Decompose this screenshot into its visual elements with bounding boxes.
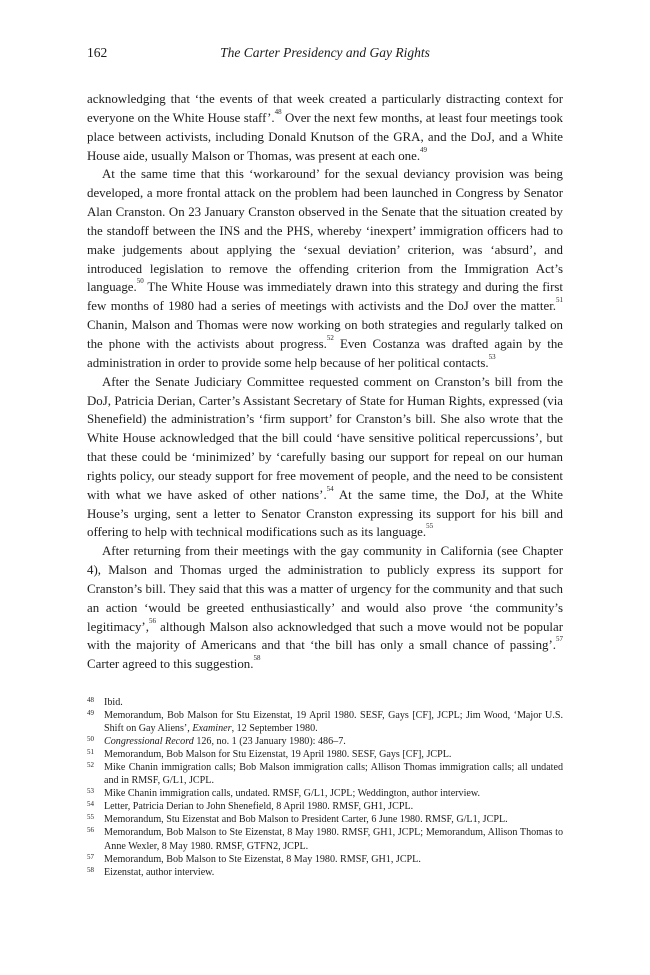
footnote-number: 52 <box>87 761 94 770</box>
footnote <box>87 696 563 709</box>
footnote-text: Memorandum, Bob Malson to Ste Eizenstat, 8 May 1980. RMSF, GH1, JCPL. <box>104 853 421 865</box>
footnote <box>87 748 563 761</box>
text-run: After the Senate Judiciary Committee requested comment on Cranston’s bill from the DoJ, Patricia Derian, Carter’s Assistant Secretary of State for Human Rights, expressed (via Shenefield) the administration’s ‘firm support’ for Cranston’s bill. She also wrote that the White House acknowledged that the bill could ‘have sensitive political repercussions’, but that these could be ‘minimized’ by ‘carefully basing our support for repeal on our human rights policy, our steady support for free movement of people, and the need to be consistent with what we have asked of other nations’. <box>87 374 563 502</box>
footnote <box>87 826 563 852</box>
footnote-number: 49 <box>87 709 94 718</box>
footnote <box>87 709 563 735</box>
footnote-number: 56 <box>87 826 94 835</box>
footnote-text: Mike Chanin immigration calls; Bob Malson immigration calls; Allison Thomas immigration calls; all undated and in RMSF, G/L1, JCPL. <box>104 762 563 787</box>
text-run: At the same time that this ‘workaround’ for the sexual deviancy provision was being developed, a more frontal attack on the problem had been launched in Congress by Senator Alan Cranston. On 23 January Cranston observed in the Senate that the situation created by the standoff between the INS and the PHS, whereby ‘inexpert’ immigration officers had to make judgements about applying the ‘sexual deviation’ criterion, was ‘absurd’, and introduced legislation to remove the offending criterion from the Immigration Act’s language. <box>87 167 563 295</box>
footnote-italic-text: Congressional Record <box>104 736 194 748</box>
footnote-text: Memorandum, Bob Malson for Stu Eizenstat, 19 April 1980. SESF, Gays [CF], JCPL. <box>104 749 452 761</box>
body-paragraph <box>87 542 563 674</box>
text-run: Carter agreed to this suggestion. <box>87 657 254 672</box>
text-run: Over the next few months, at least four meetings took place between activists, including Donald Knutson of the GRA, and the DoJ, and a White House aide, usually Malson or Thomas, was present at each one. <box>87 110 563 163</box>
footnote-marker: 54 <box>326 484 334 493</box>
body-paragraph <box>87 90 563 165</box>
footnote <box>87 761 563 787</box>
footnote <box>87 735 563 748</box>
footnote <box>87 866 563 879</box>
footnote-marker: 55 <box>426 522 434 531</box>
footnote-number: 57 <box>87 852 94 861</box>
footnote-marker: 51 <box>556 296 563 305</box>
footnote <box>87 787 563 800</box>
footnote-marker: 48 <box>274 107 282 116</box>
text-run: At the same time, the DoJ, at the White House’s urging, sent a letter to Senator Cranston expressing its support for his bill and offering to help with technical modifications such as its language. <box>87 487 563 540</box>
text-run: although Malson also acknowledged that such a move would not be popular with the majority of Americans and that ‘the bill has only a small chance of passing’. <box>87 619 563 653</box>
footnote <box>87 853 563 866</box>
footnote-text: Memorandum, Stu Eizenstat and Bob Malson to President Carter, 6 June 1980. RMSF, G/L1, JCPL. <box>104 814 508 826</box>
footnote-number: 50 <box>87 735 94 744</box>
footnote-marker: 58 <box>253 654 261 663</box>
footnote-number: 55 <box>87 813 94 822</box>
footnote-number: 48 <box>87 696 94 704</box>
footnote-number: 54 <box>87 800 94 809</box>
footnote-marker: 49 <box>420 145 428 154</box>
footnote-marker: 57 <box>556 635 563 644</box>
footnote-number: 51 <box>87 748 94 757</box>
footnote-text: Eizenstat, author interview. <box>104 866 215 878</box>
footnote-marker: 53 <box>488 352 496 361</box>
footnote-text: , 12 September 1980. <box>231 723 318 735</box>
page-number: 162 <box>87 45 108 60</box>
footnote-text: Ibid. <box>104 697 123 708</box>
footnote-text: Mike Chanin immigration calls, undated. RMSF, G/L1, JCPL; Weddington, author interview. <box>104 788 481 800</box>
footnote-text: Letter, Patricia Derian to John Shenefield, 8 April 1980. RMSF, GH1, JCPL. <box>104 801 414 813</box>
text-run: acknowledging that ‘the events of that week created a particularly distracting context for everyone on the White House staff’. <box>87 92 563 125</box>
running-title: The Carter Presidency and Gay Rights <box>220 45 430 60</box>
text-run: After returning from their meetings with the gay community in California (see Chapter 4), Malson and Thomas urged the administration to publicly express its support for Cranston’s bill. They said that this was a matter of urgency for the community and that such an action ‘would be greeted enthusiastically’ and would also prove ‘the community’s legitimacy’, <box>87 544 563 634</box>
body-paragraph <box>87 373 563 543</box>
text-run: The White House was immediately drawn into this strategy and during the first few months of 1980 had a series of meetings with activists and the DoJ over the matter. <box>87 280 563 314</box>
footnote-number: 58 <box>87 865 94 874</box>
footnotes <box>87 696 563 879</box>
footnote-number: 53 <box>87 787 94 796</box>
footnote-text: Memorandum, Bob Malson for Stu Eizenstat, 19 April 1980. SESF, Gays [CF], JCPL; Jim Wood, ‘Major U.S. Shift on Gay Aliens’, <box>104 710 563 735</box>
footnote-marker: 50 <box>136 277 144 286</box>
body-paragraph <box>87 165 563 372</box>
footnote <box>87 813 563 826</box>
text-run: Chanin, Malson and Thomas were now working on both strategies and regularly talked on the phone with the activists about progress. <box>87 318 563 351</box>
footnote-text: 126, no. 1 (23 January 1980): 486–7. <box>193 736 346 748</box>
body-text <box>87 90 563 674</box>
footnote <box>87 800 563 813</box>
footnote-italic-text: Examiner <box>192 723 232 735</box>
text-run: Even Costanza was drafted again by the administration in order to provide some help because of her political contacts. <box>87 336 563 370</box>
footnote-text: Memorandum, Bob Malson to Ste Eizenstat, 8 May 1980. RMSF, GH1, JCPL; Memorandum, Allison Thomas to Anne Wexler, 8 May 1980. RMSF, GTFN2, JCPL. <box>104 827 563 852</box>
footnote-marker: 56 <box>148 616 156 625</box>
footnote-marker: 52 <box>326 333 334 342</box>
